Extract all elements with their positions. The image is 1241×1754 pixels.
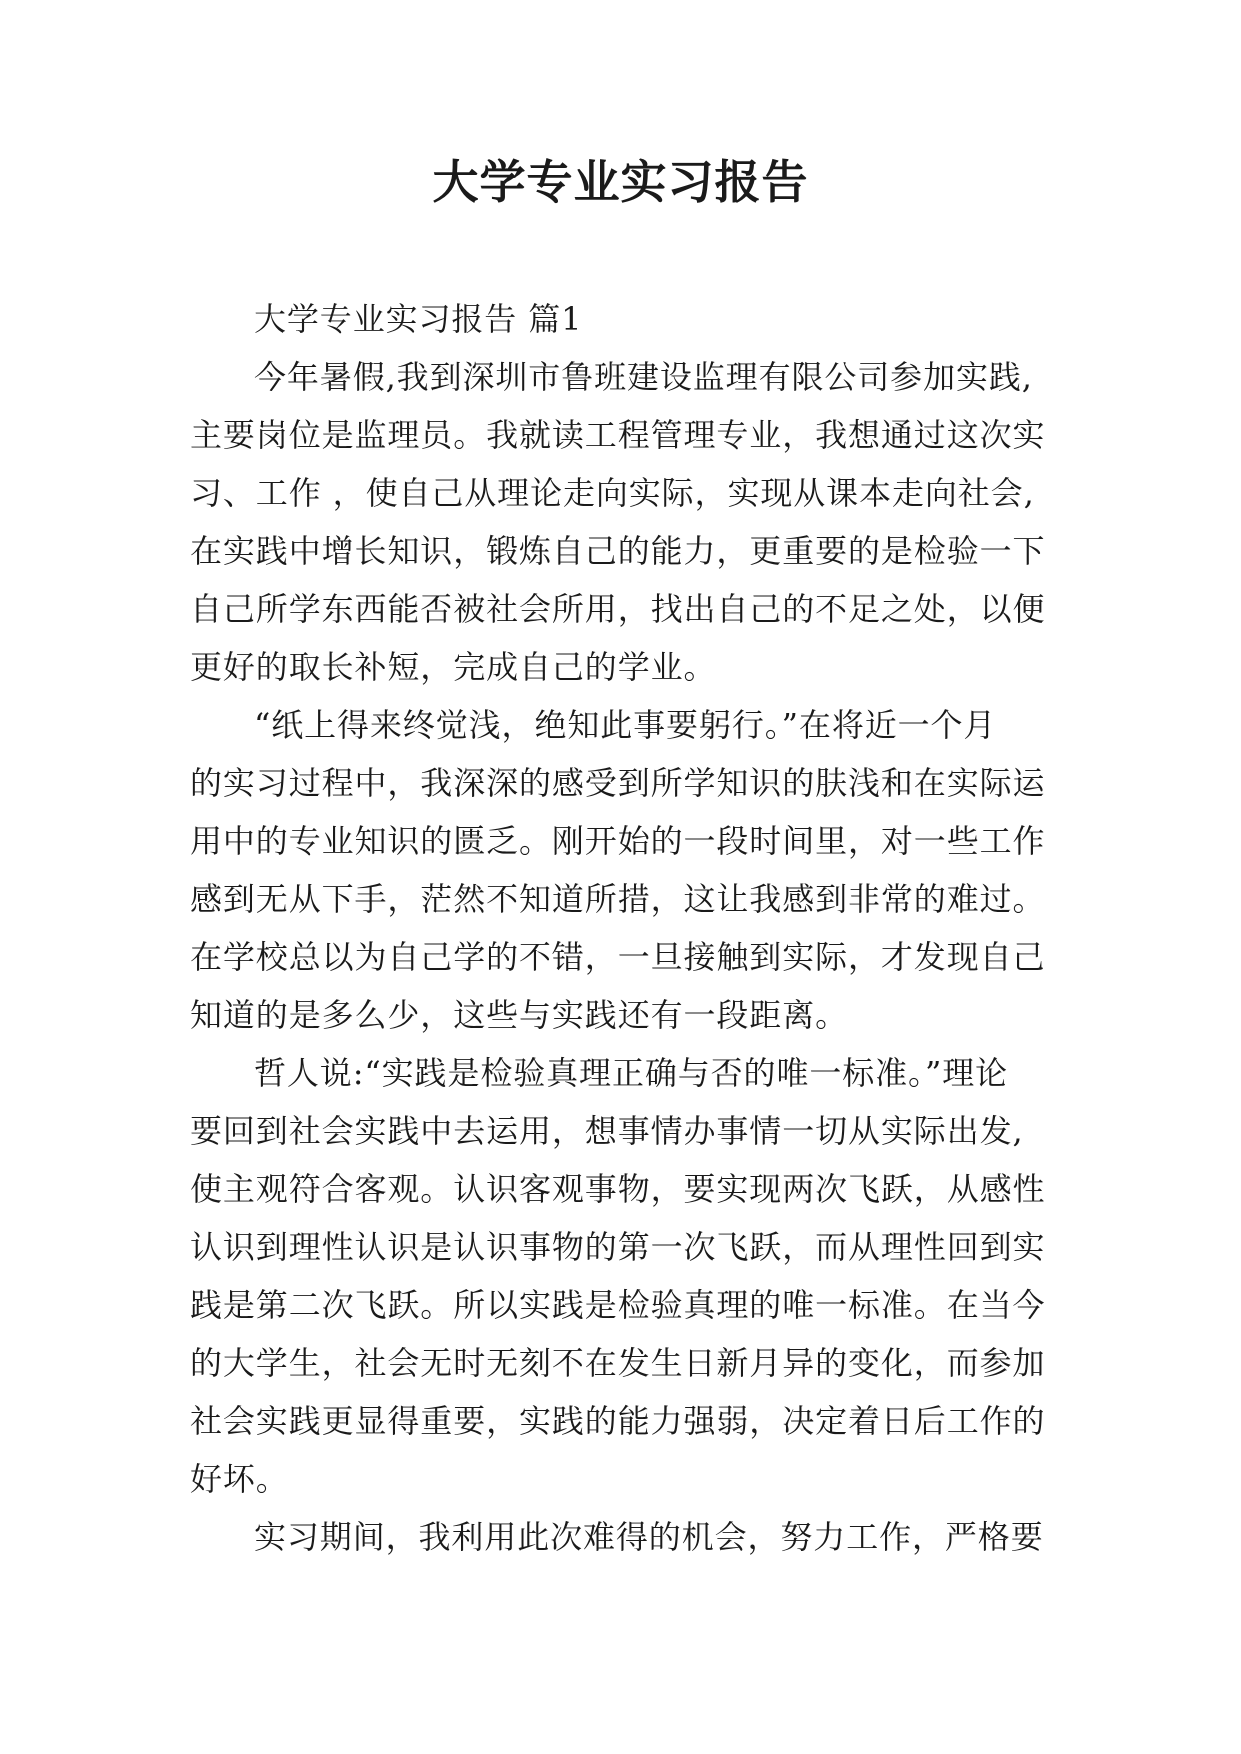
text-line: 哲人说:“实践是检验真理正确与否的唯一标准。”理论 xyxy=(254,1054,1009,1092)
text-line: 感到无从下手，茫然不知道所措，这让我感到非常的难过。 xyxy=(190,880,1046,918)
text-line: 习、工作 ，使自己从理论走向实际，实现从课本走向社会, xyxy=(190,474,1035,512)
text-line: 自己所学东西能否被社会所用，找出自己的不足之处，以便 xyxy=(190,590,1046,628)
text-line: 在实践中增长知识，锻炼自己的能力，更重要的是检验一下 xyxy=(190,532,1046,570)
text-line: “纸上得来终觉浅，绝知此事要躬行。”在将近一个月 xyxy=(254,706,997,744)
document-body xyxy=(190,290,1055,1566)
text-line: 的实习过程中，我深深的感受到所学知识的肤浅和在实际运 xyxy=(190,764,1046,802)
document-title: 大学专业实习报告 xyxy=(432,155,809,209)
text-line: 要回到社会实践中去运用，想事情办事情一切从实际出发, xyxy=(190,1112,1024,1150)
text-line: 知道的是多么少，这些与实践还有一段距离。 xyxy=(190,996,849,1034)
text-line: 用中的专业知识的匮乏。刚开始的一段时间里，对一些工作 xyxy=(190,822,1046,860)
text-line: 在学校总以为自己学的不错，一旦接触到实际，才发现自己 xyxy=(190,938,1046,976)
text-line: 今年暑假,我到深圳市鲁班建设监理有限公司参加实践, xyxy=(254,358,1033,396)
text-line: 更好的取长补短，完成自己的学业。 xyxy=(190,648,717,686)
text-line: 大学专业实习报告 篇1 xyxy=(254,300,583,338)
text-line: 的大学生，社会无时无刻不在发生日新月异的变化，而参加 xyxy=(190,1344,1046,1382)
text-line: 实习期间，我利用此次难得的机会，努力工作，严格要 xyxy=(254,1518,1044,1556)
text-line: 好坏。 xyxy=(190,1460,289,1498)
text-line: 主要岗位是监理员。我就读工程管理专业，我想通过这次实 xyxy=(190,416,1046,454)
text-line: 践是第二次飞跃。所以实践是检验真理的唯一标准。在当今 xyxy=(190,1286,1046,1324)
text-line: 使主观符合客观。认识客观事物，要实现两次飞跃，从感性 xyxy=(190,1170,1046,1208)
text-line: 社会实践更显得重要，实践的能力强弱，决定着日后工作的 xyxy=(190,1402,1046,1440)
text-line: 认识到理性认识是认识事物的第一次飞跃，而从理性回到实 xyxy=(190,1228,1046,1266)
